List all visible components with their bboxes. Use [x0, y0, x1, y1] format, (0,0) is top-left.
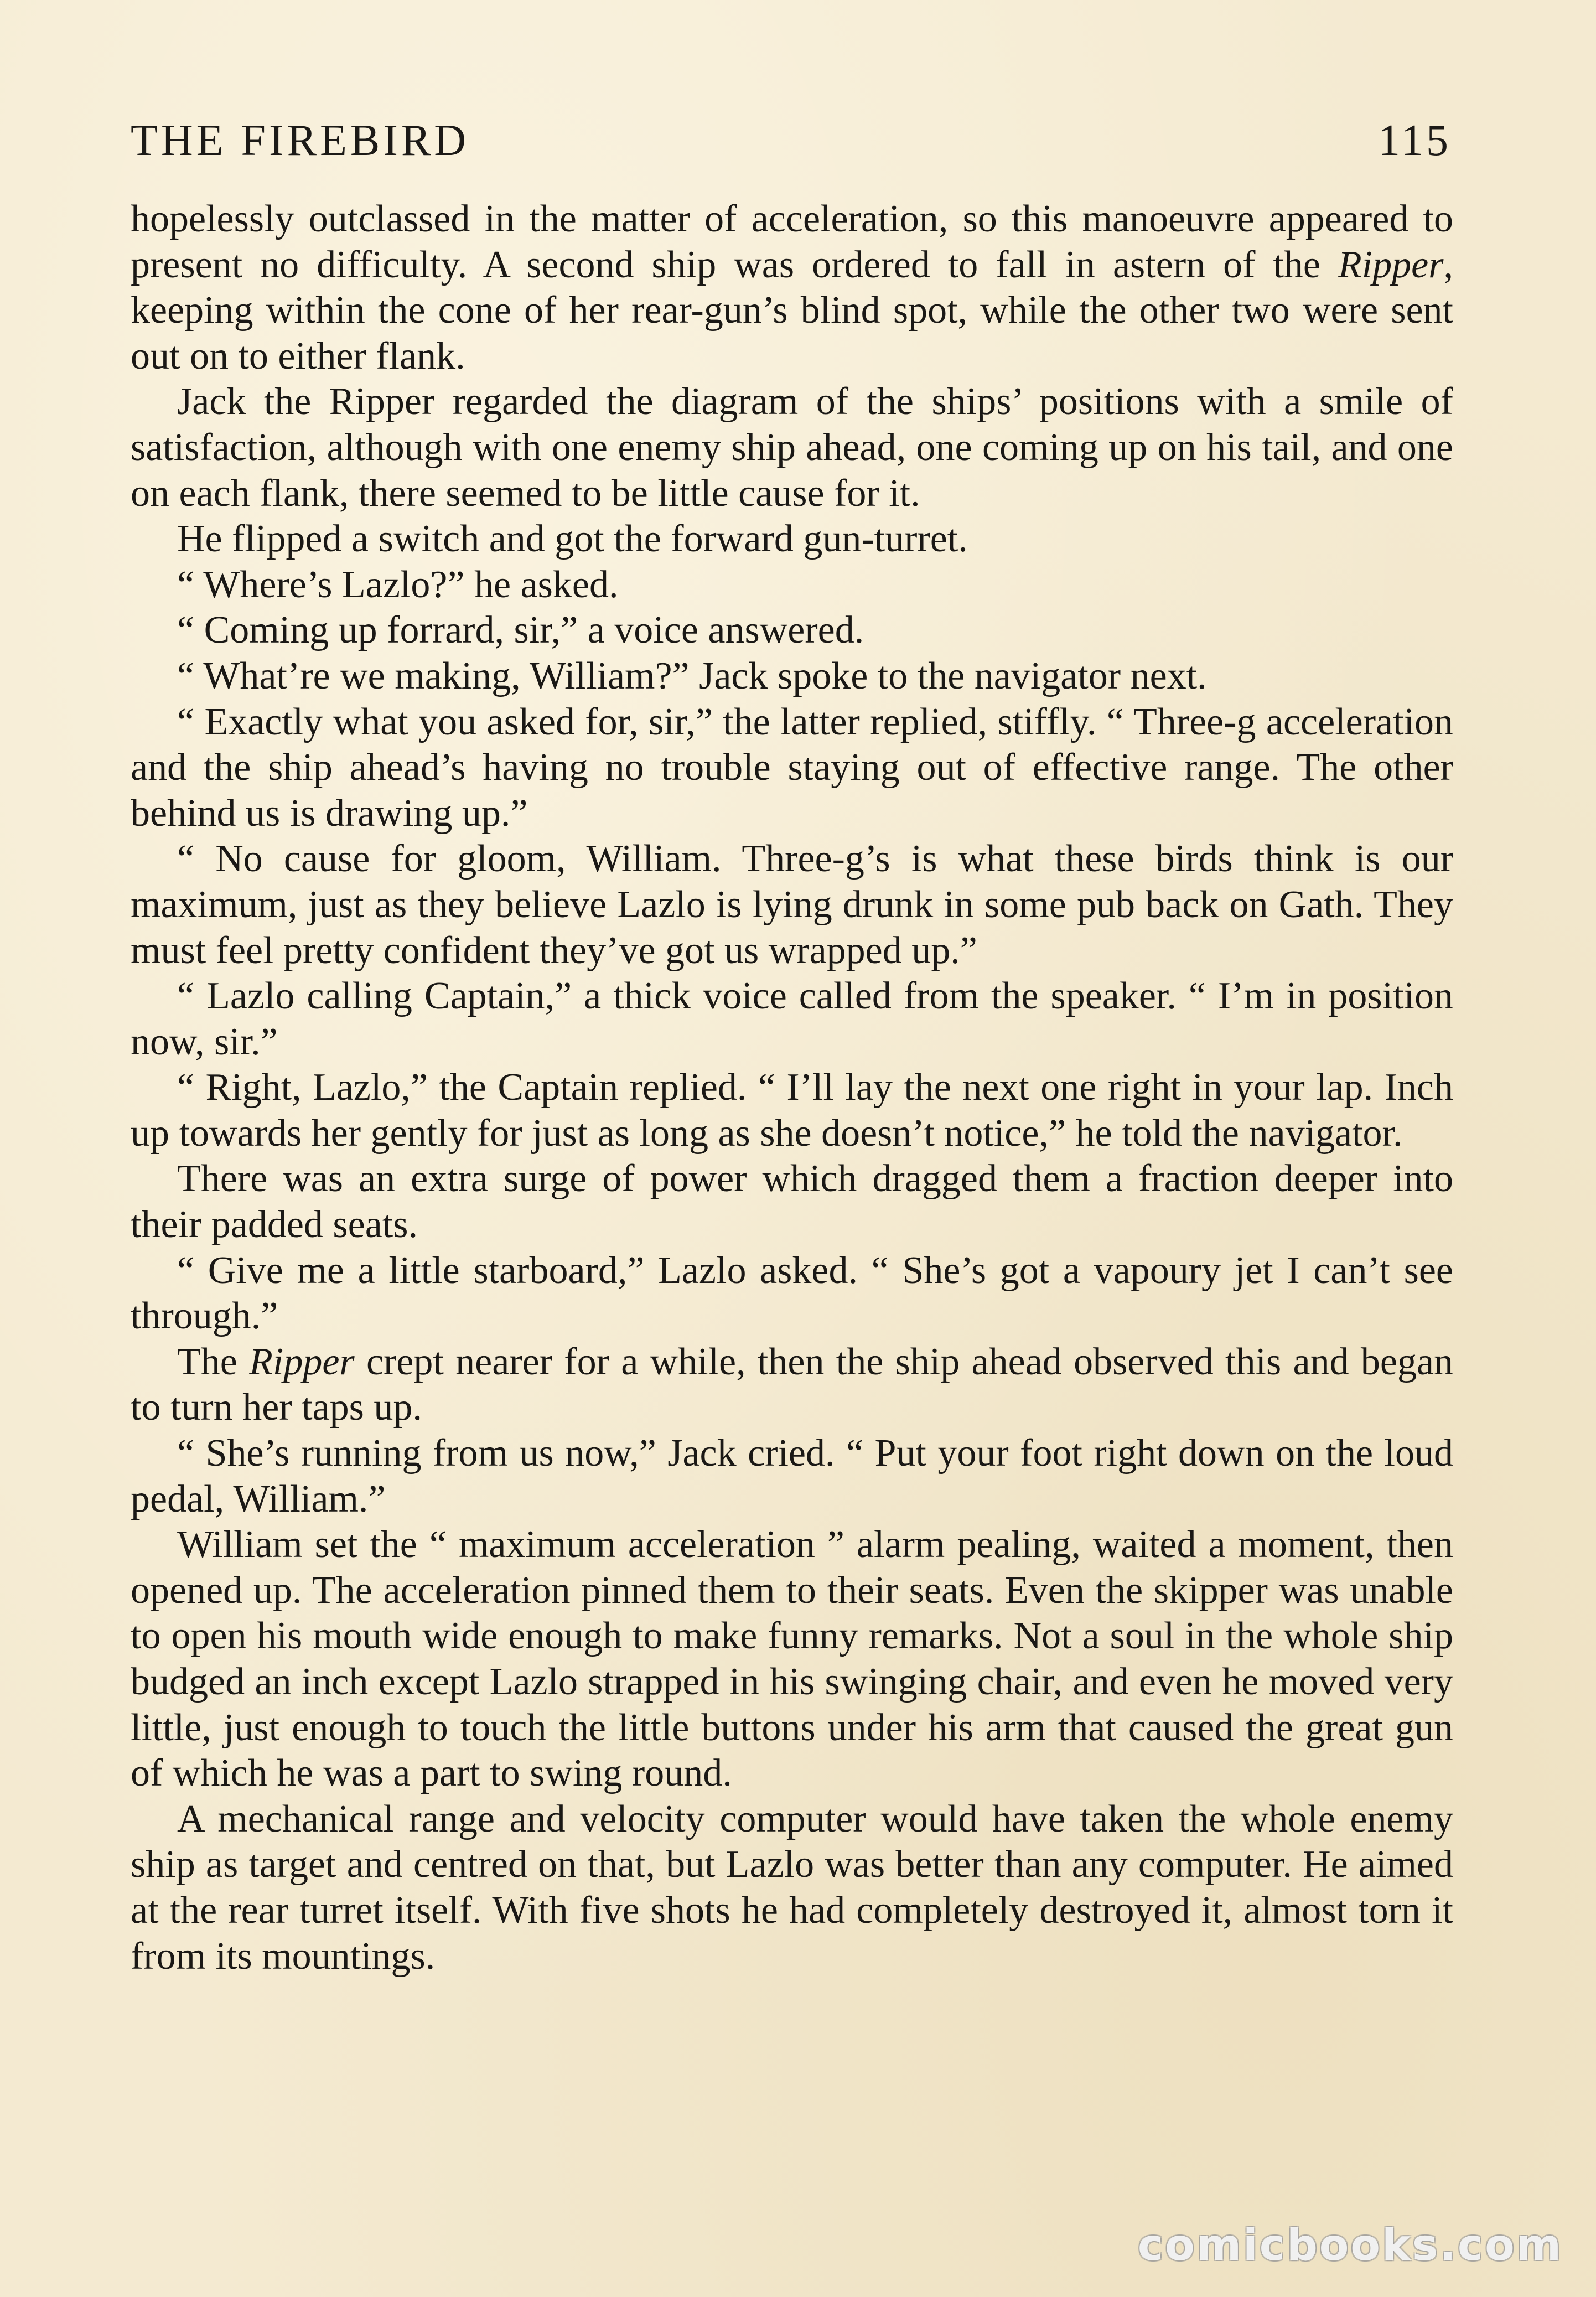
paragraph-5: “ Coming up forrard, sir,” a voice answered. [177, 609, 864, 652]
running-head [131, 105, 1451, 166]
running-title: THE FIREBIRD [131, 116, 469, 165]
paragraph-1 [131, 196, 1453, 379]
page-number: 115 [1377, 116, 1451, 165]
paragraph-12: “ Give me a little starboard,” Lazlo asked. “ She’s got a vapoury jet I can’t see through.” [131, 1249, 1453, 1338]
paragraph-15: William set the “ maximum acceleration ” alarm pealing, waited a moment, then opened up. The acceleration pinned them to their seats. Even the skipper was unable to open his mouth wide enough to make funny remarks. Not a soul in the whole ship budged an inch except Lazlo strapped in his swinging chair, and even he moved very little, just enough to touch the little buttons under his arm that caused the great gun of which he was a part to swing round. [131, 1523, 1453, 1795]
paragraph-2: Jack the Ripper regarded the diagram of the ships’ positions with a smile of satisfaction, although with one enemy ship ahead, one coming up on his tail, and one on each flank, there seemed to be little cause for it. [131, 380, 1453, 515]
paragraph-13 [131, 1339, 1453, 1431]
paragraph-11: There was an extra surge of power which dragged them a fraction deeper into their padded seats. [131, 1157, 1453, 1246]
ship-name-italic: Ripper [1338, 243, 1444, 286]
paragraph-16: A mechanical range and velocity computer would have taken the whole enemy ship as target and centred on that, but Lazlo was better than any computer. He aimed at the rear turret itself. With five shots he had completely destroyed it, almost torn it from its mountings. [131, 1797, 1453, 1978]
paragraph-14: “ She’s running from us now,” Jack cried. “ Put your foot right down on the loud pedal, William.” [131, 1432, 1453, 1520]
paragraph-4: “ Where’s Lazlo?” he asked. [177, 563, 619, 606]
paragraph-7: “ Exactly what you asked for, sir,” the latter replied, stiffly. “ Three-g acceleration and the ship ahead’s having no trouble staying out of effective range. The other behind us is drawing up.” [131, 700, 1453, 835]
paragraph-8: “ No cause for gloom, William. Three-g’s is what these birds think is our maximum, just as they believe Lazlo is lying drunk in some pub back on Gath. They must feel pretty confident they’ve got us wrapped up.” [131, 837, 1453, 972]
paragraph-1-end: , keeping within the cone of her rear-gun’s blind spot, while the other two were sent out on to either flank. [131, 243, 1453, 377]
paragraph-13-end: crept nearer for a while, then the ship ahead observed this and began to turn her taps up. [131, 1340, 1454, 1429]
watermark: comicbooks.com [1137, 2221, 1563, 2270]
ship-name-italic: Ripper [249, 1340, 355, 1383]
paragraph-1-text: hopelessly outclassed in the matter of acceleration, so this manoeuvre appeared to present no difficulty. A second ship was ordered to fall in astern of the [131, 198, 1453, 286]
paragraph-3: He flipped a switch and got the forward gun-turret. [177, 518, 968, 561]
paragraph-13-start: The [177, 1340, 250, 1383]
paragraph-10: “ Right, Lazlo,” the Captain replied. “ I’ll lay the next one right in your lap. Inch up towards her gently for just as long as she doesn’t notice,” he told the navigator. [131, 1066, 1453, 1155]
paragraph-9: “ Lazlo calling Captain,” a thick voice called from the speaker. “ I’m in position now, sir.” [131, 975, 1453, 1063]
paragraph-6: “ What’re we making, William?” Jack spoke to the navigator next. [177, 654, 1207, 697]
body-text [131, 196, 1453, 1979]
